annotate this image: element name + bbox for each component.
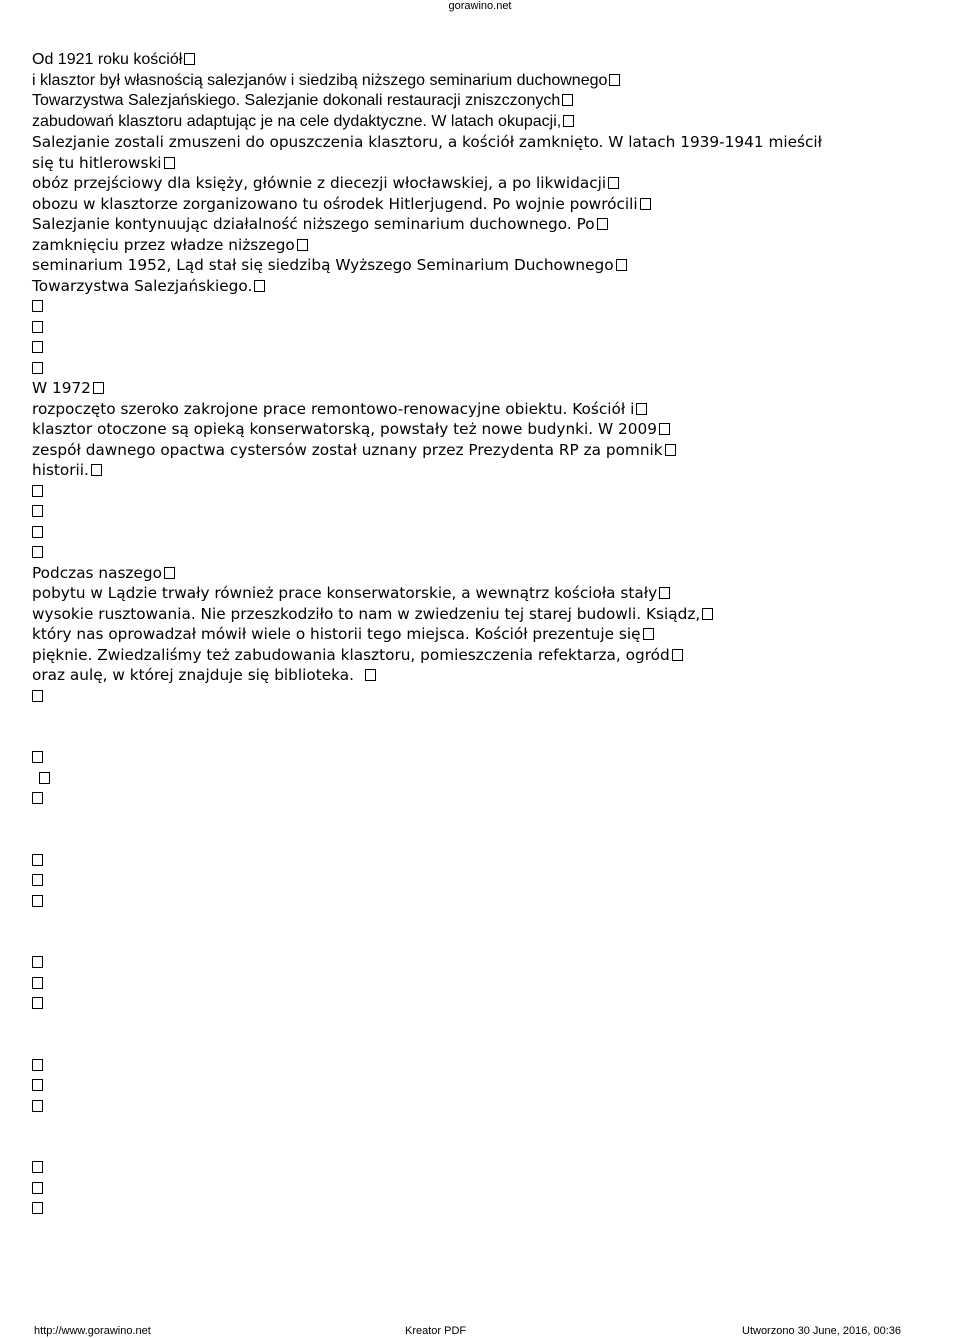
empty-line — [32, 522, 942, 543]
missing-glyph-box — [32, 956, 43, 968]
text-line: zamknięciu przez władze niższego — [32, 235, 942, 256]
empty-line — [32, 501, 942, 522]
empty-line — [32, 891, 942, 912]
blank-line — [32, 727, 942, 748]
missing-glyph-box — [32, 362, 43, 374]
text-line: Salezjanie kontynuując działalność niższego seminarium duchownego. Po — [32, 214, 942, 235]
blank-line — [32, 809, 942, 830]
empty-line — [32, 788, 942, 809]
missing-glyph-box — [32, 321, 43, 333]
empty-line — [32, 542, 942, 563]
blank-line — [32, 1116, 942, 1137]
missing-glyph-box — [365, 669, 376, 681]
blank-line — [32, 706, 942, 727]
missing-glyph-box — [32, 895, 43, 907]
text-line: zespół dawnego opactwa cystersów został uznany przez Prezydenta RP za pomnik — [32, 440, 942, 461]
page-header — [0, 0, 960, 12]
missing-glyph-box — [640, 198, 651, 210]
missing-glyph-box — [93, 382, 104, 394]
missing-glyph-box — [32, 505, 43, 517]
missing-glyph-box — [665, 444, 676, 456]
text-line: historii. — [32, 460, 942, 481]
text-line: wysokie rusztowania. Nie przeszkodziło to nam w zwiedzeniu tej starej budowli. Ksiądz, — [32, 604, 942, 625]
empty-line — [32, 337, 942, 358]
text-line: pięknie. Zwiedzaliśmy też zabudowania klasztoru, pomieszczenia refektarza, ogród — [32, 645, 942, 666]
empty-line — [32, 317, 942, 338]
missing-glyph-box — [32, 1161, 43, 1173]
footer-url: http://www.gorawino.net — [34, 1325, 151, 1337]
empty-line — [32, 973, 942, 994]
empty-line — [32, 358, 942, 379]
missing-glyph-box — [32, 854, 43, 866]
missing-glyph-box — [608, 177, 619, 189]
missing-glyph-box — [32, 1182, 43, 1194]
text-line: się tu hitlerowski — [32, 153, 942, 174]
missing-glyph-box — [32, 977, 43, 989]
missing-glyph-box — [32, 1100, 43, 1112]
missing-glyph-box — [32, 1079, 43, 1091]
missing-glyph-box — [91, 464, 102, 476]
empty-line — [32, 481, 942, 502]
missing-glyph-box — [616, 259, 627, 271]
missing-glyph-box — [659, 587, 670, 599]
missing-glyph-box — [32, 874, 43, 886]
text-line: Towarzystwa Salezjańskiego. Salezjanie dokonali restauracji zniszczonych — [32, 91, 942, 112]
text-line: Od 1921 roku kościół — [32, 50, 942, 71]
empty-line — [32, 1075, 942, 1096]
missing-glyph-box — [39, 772, 50, 784]
missing-glyph-box — [164, 157, 175, 169]
blank-line — [32, 1014, 942, 1035]
missing-glyph-box — [32, 792, 43, 804]
missing-glyph-box — [659, 423, 670, 435]
text-line: zabudowań klasztoru adaptując je na cele dydaktyczne. W latach okupacji, — [32, 112, 942, 133]
missing-glyph-box — [32, 485, 43, 497]
footer-generator: Kreator PDF — [405, 1325, 467, 1337]
text-line: rozpoczęto szeroko zakrojone prace remontowo-renowacyjne obiektu. Kościół i — [32, 399, 942, 420]
missing-glyph-box — [32, 341, 43, 353]
blank-line — [32, 829, 942, 850]
text-line: który nas oprowadzał mówił wiele o historii tego miejsca. Kościół prezentuje się — [32, 624, 942, 645]
missing-glyph-box — [32, 690, 43, 702]
blank-line — [32, 1137, 942, 1158]
text-line: klasztor otoczone są opieką konserwatorską, powstały też nowe budynki. W 2009 — [32, 419, 942, 440]
text-line: obóz przejściowy dla księży, głównie z diecezji włocławskiej, a po likwidacji — [32, 173, 942, 194]
empty-line — [32, 993, 942, 1014]
missing-glyph-box — [297, 239, 308, 251]
empty-line — [32, 870, 942, 891]
empty-line — [32, 747, 942, 768]
missing-glyph-box — [32, 751, 43, 763]
empty-line — [32, 1198, 942, 1219]
page-footer — [0, 1325, 960, 1338]
empty-line — [32, 952, 942, 973]
empty-line — [32, 850, 942, 871]
text-line: Towarzystwa Salezjańskiego. — [32, 276, 942, 297]
missing-glyph-box — [562, 94, 573, 106]
missing-glyph-box — [563, 115, 574, 127]
text-line: seminarium 1952, Ląd stał się siedzibą Wyższego Seminarium Duchownego — [32, 255, 942, 276]
missing-glyph-box — [254, 280, 265, 292]
missing-glyph-box — [636, 403, 647, 415]
missing-glyph-box — [32, 1202, 43, 1214]
text-line: pobytu w Lądzie trwały również prace konserwatorskie, a wewnątrz kościoła stały — [32, 583, 942, 604]
missing-glyph-box — [164, 567, 175, 579]
text-line: obozu w klasztorze zorganizowano tu ośrodek Hitlerjugend. Po wojnie powrócili — [32, 194, 942, 215]
text-line: oraz aulę, w której znajduje się biblioteka. — [32, 665, 942, 686]
missing-glyph-box — [597, 218, 608, 230]
missing-glyph-box — [32, 1059, 43, 1071]
missing-glyph-box — [643, 628, 654, 640]
empty-line — [32, 1157, 942, 1178]
missing-glyph-box — [32, 997, 43, 1009]
missing-glyph-box — [184, 53, 195, 65]
empty-line — [32, 768, 942, 789]
footer-created: Utworzono 30 June, 2016, 00:36 — [742, 1325, 902, 1337]
blank-line — [32, 932, 942, 953]
text-line: i klasztor był własnością salezjanów i siedzibą niższego seminarium duchownego — [32, 71, 942, 92]
missing-glyph-box — [32, 300, 43, 312]
missing-glyph-box — [672, 649, 683, 661]
blank-line — [32, 911, 942, 932]
empty-line — [32, 1096, 942, 1117]
missing-glyph-box — [32, 526, 43, 538]
empty-line — [32, 686, 942, 707]
empty-line — [32, 1178, 942, 1199]
empty-line — [32, 296, 942, 317]
missing-glyph-box — [609, 74, 620, 86]
document-body — [32, 50, 942, 1219]
text-line: Podczas naszego — [32, 563, 942, 584]
missing-glyph-box — [702, 608, 713, 620]
empty-line — [32, 1055, 942, 1076]
text-line: Salezjanie zostali zmuszeni do opuszczenia klasztoru, a kościół zamknięto. W latach 1939-1941 mieścił — [32, 133, 822, 151]
header-site: gorawino.net — [448, 0, 512, 12]
text-line: W 1972 — [32, 378, 942, 399]
blank-line — [32, 1034, 942, 1055]
missing-glyph-box — [32, 546, 43, 558]
